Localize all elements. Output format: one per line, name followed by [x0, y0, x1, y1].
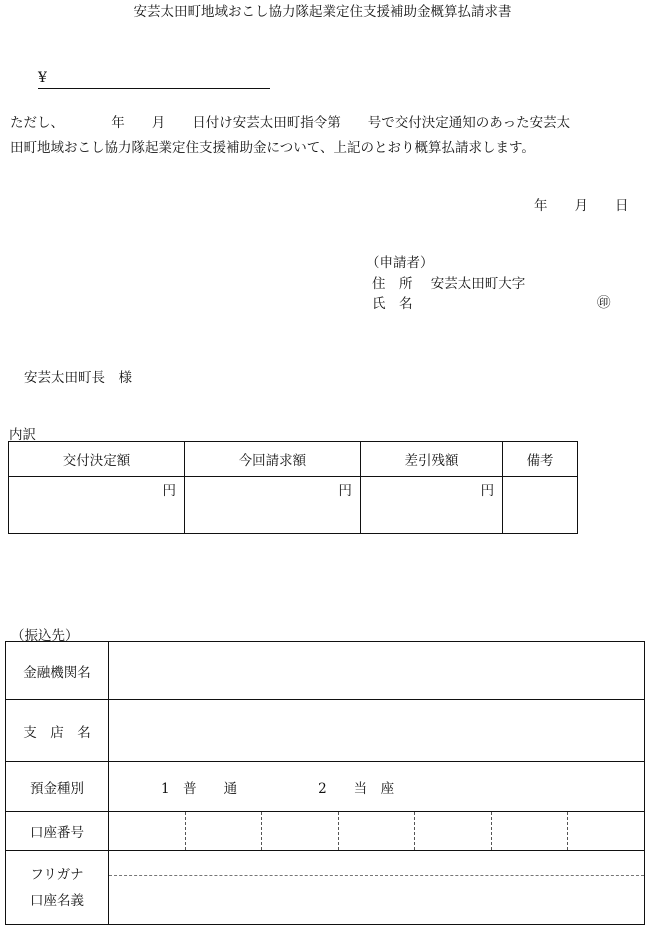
account-holder-row — [6, 851, 645, 925]
applicant-name-row — [372, 292, 413, 312]
account-number-boxes[interactable] — [109, 812, 645, 851]
breakdown-label: 内訳 — [9, 427, 36, 443]
header-remarks: 備考 — [503, 442, 578, 477]
furigana-label: フリガナ — [30, 866, 84, 883]
transfer-label: （振込先） — [11, 628, 79, 644]
branch-row — [6, 700, 645, 762]
transfer-table — [5, 641, 645, 925]
branch-input[interactable] — [109, 700, 645, 762]
statement-line-1: ただし、 年 月 日付け安芸太田町指令第 号で交付決定通知のあった安芸太 — [10, 115, 571, 131]
document-title: 安芸太田町地域おこし協力隊起業定住支援補助金概算払請求書 — [133, 4, 512, 20]
branch-label: 支 店 名 — [6, 700, 109, 762]
cell-current-request[interactable]: 円 — [184, 477, 360, 534]
address-value[interactable]: 安芸太田町大字 — [430, 276, 526, 292]
account-holder-label — [6, 851, 109, 925]
yen-symbol: ¥ — [38, 70, 47, 86]
holder-name-label: 口座名義 — [30, 892, 84, 909]
furigana-input[interactable] — [109, 851, 644, 876]
account-number-label: 口座番号 — [6, 812, 109, 851]
cell-grant-decided[interactable]: 円 — [9, 477, 185, 534]
bank-input[interactable] — [109, 642, 645, 700]
statement-line-2: 田町地域おこし協力隊起業定住支援補助金について、上記のとおり概算払請求します。 — [10, 140, 535, 156]
account-holder-input[interactable] — [109, 851, 645, 925]
request-date[interactable]: 年 月 日 — [534, 198, 629, 214]
deposit-type-row — [6, 762, 645, 812]
seal-mark: ㊞ — [597, 295, 611, 311]
breakdown-header-row — [9, 442, 578, 477]
cell-remarks[interactable] — [503, 477, 578, 534]
breakdown-table — [8, 441, 578, 534]
address-label: 住 所 — [372, 276, 413, 292]
holder-name-input[interactable] — [109, 876, 644, 924]
bank-label: 金融機関名 — [6, 642, 109, 700]
header-grant-decided: 交付決定額 — [9, 442, 185, 477]
name-label: 氏 名 — [372, 296, 413, 312]
account-digit-box[interactable] — [186, 812, 263, 850]
breakdown-value-row — [9, 477, 578, 534]
account-digit-box[interactable] — [415, 812, 492, 850]
applicant-address-row — [372, 272, 525, 292]
header-remaining: 差引残額 — [360, 442, 502, 477]
account-digit-box[interactable] — [339, 812, 416, 850]
bank-row — [6, 642, 645, 700]
header-current-request: 今回請求額 — [184, 442, 360, 477]
account-digit-box[interactable] — [262, 812, 339, 850]
addressee: 安芸太田町長 様 — [24, 370, 132, 386]
amount-field-line[interactable] — [38, 68, 270, 89]
account-number-row — [6, 812, 645, 851]
applicant-heading: （申請者） — [366, 255, 434, 271]
account-digit-box[interactable] — [492, 812, 569, 850]
account-digit-box[interactable] — [109, 812, 186, 850]
account-digit-box[interactable] — [568, 812, 644, 850]
deposit-type-label: 預金種別 — [6, 762, 109, 812]
request-statement — [10, 111, 640, 161]
deposit-type-options[interactable]: 1 普 通 2 当 座 — [109, 762, 645, 812]
cell-remaining[interactable]: 円 — [360, 477, 502, 534]
